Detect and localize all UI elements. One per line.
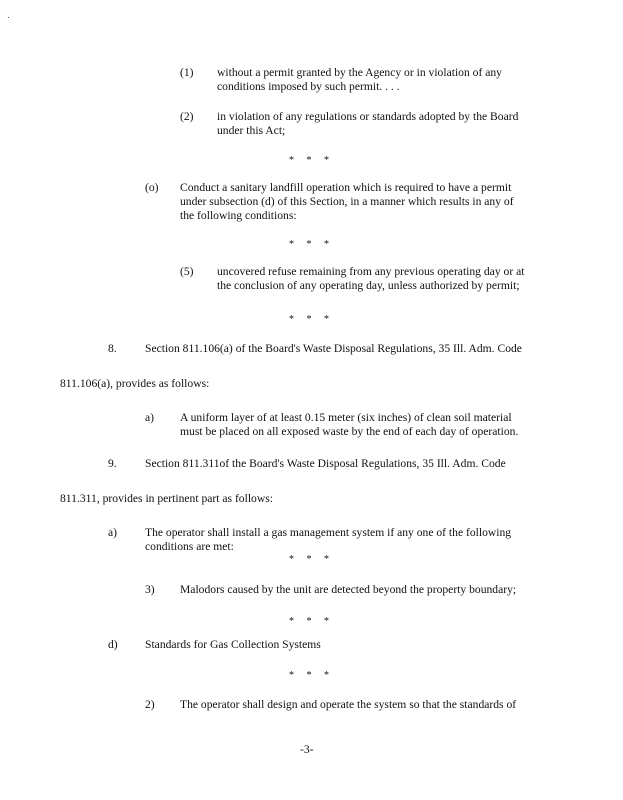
item-text: The operator shall install a gas management system if any one of the following	[145, 526, 512, 539]
paragraph-text: 811.106(a), provides as follows:	[60, 377, 210, 390]
paragraph-text: Section 811.106(a) of the Board's Waste Disposal Regulations, 35 Ill. Adm. Code	[145, 342, 522, 355]
ellipsis: * * *	[289, 155, 334, 166]
item-label: a)	[145, 411, 155, 424]
item-text: The operator shall design and operate the system so that the standards of	[180, 698, 517, 711]
item-text: Malodors caused by the unit are detected beyond the property boundary;	[180, 583, 517, 596]
item-text: conditions are met:	[145, 540, 234, 553]
item-label: 3)	[145, 583, 155, 596]
item-label: (1)	[180, 66, 194, 79]
ellipsis: * * *	[289, 554, 334, 565]
ellipsis: * * *	[289, 239, 334, 250]
item-text: under this Act;	[217, 124, 286, 137]
item-label: a)	[108, 526, 118, 539]
item-label: 2)	[145, 698, 155, 711]
scan-speck	[8, 17, 9, 18]
ellipsis: * * *	[289, 616, 334, 627]
item-text: without a permit granted by the Agency or in violation of any	[217, 66, 502, 79]
item-label: d)	[108, 638, 118, 651]
paragraph-number: 8.	[108, 342, 117, 355]
item-label: (5)	[180, 265, 194, 278]
item-text: the following conditions:	[180, 209, 297, 222]
item-text: must be placed on all exposed waste by the end of each day of operation.	[180, 425, 519, 438]
ellipsis: * * *	[289, 670, 334, 681]
item-text: under subsection (d) of this Section, in a manner which results in any of	[180, 195, 514, 208]
item-text: the conclusion of any operating day, unless authorized by permit;	[217, 279, 520, 292]
ellipsis: * * *	[289, 314, 334, 325]
page-number: -3-	[300, 743, 314, 756]
paragraph-text: 811.311, provides in pertinent part as follows:	[60, 492, 273, 505]
item-text: uncovered refuse remaining from any previous operating day or at	[217, 265, 525, 278]
item-text: A uniform layer of at least 0.15 meter (six inches) of clean soil material	[180, 411, 512, 424]
item-text: Standards for Gas Collection Systems	[145, 638, 321, 651]
paragraph-text: Section 811.311of the Board's Waste Disposal Regulations, 35 Ill. Adm. Code	[145, 457, 506, 470]
paragraph-number: 9.	[108, 457, 117, 470]
item-text: conditions imposed by such permit. . . .	[217, 80, 400, 93]
item-label: (2)	[180, 110, 194, 123]
item-label: (o)	[145, 181, 159, 194]
item-text: in violation of any regulations or standards adopted by the Board	[217, 110, 519, 123]
item-text: Conduct a sanitary landfill operation which is required to have a permit	[180, 181, 512, 194]
